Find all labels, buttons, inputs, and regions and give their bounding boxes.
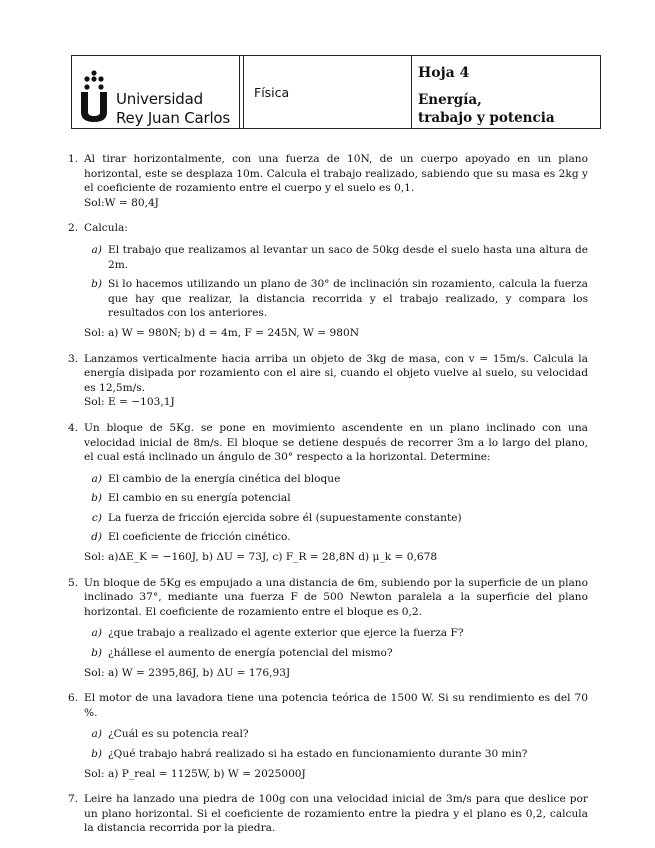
subquestion-text: La fuerza de fricción ejercida sobre él (supuestamente constante) bbox=[108, 511, 462, 524]
subquestion-list bbox=[84, 727, 588, 761]
subquestion bbox=[84, 626, 588, 641]
subquestion-text: El cambio de la energía cinética del bloque bbox=[108, 472, 341, 485]
subquestion-label: b) bbox=[91, 278, 102, 291]
subquestion bbox=[84, 277, 588, 321]
problem-statement: Un bloque de 5Kg. se pone en movimiento ascendente en un plano inclinado con una velocidad inicial de 8m/s. El bloque se detiene después de recorrer 3m a lo largo del plano, el cual está inclinado un ángulo de 30° respecto a la horizontal. Determine: bbox=[84, 421, 588, 464]
subquestion bbox=[84, 243, 588, 272]
subquestion-list bbox=[84, 472, 588, 545]
problem-number: 3. bbox=[68, 352, 79, 365]
problem-number: 1. bbox=[68, 153, 79, 165]
subquestion bbox=[84, 530, 588, 545]
university-logo bbox=[72, 56, 240, 128]
logo-line-2: Rey Juan Carlos bbox=[116, 109, 231, 127]
subquestion-text: ¿Cuál es su potencia real? bbox=[108, 728, 249, 741]
problem-statement: Al tirar horizontalmente, con una fuerza de 10N, de un cuerpo apoyado en un plano horizontal, este se desplaza 10m. Calcula el trabajo realizado, sabiendo que su masa es 2kg y el coeficiente de rozamiento entre el cuerpo y el suelo es 0,1. bbox=[84, 153, 588, 195]
problem-2 bbox=[68, 221, 588, 340]
problem-statement: Lanzamos verticalmente hacia arriba un objeto de 3kg de masa, con v = 15m/s. Calcula la energía disipada por rozamiento con el aire si, cuando el objeto vuelve al suelo, su velocidad es 12,5m/s. bbox=[84, 352, 588, 394]
subject-name: Física bbox=[254, 84, 290, 100]
subquestion-label: c) bbox=[91, 511, 102, 524]
problem-statement: El motor de una lavadora tiene una potencia teórica de 1500 W. Si su rendimiento es del 70 %. bbox=[84, 692, 588, 719]
problem-solution: Sol:W = 80,4J bbox=[84, 196, 159, 209]
sheet-topic-line-1: Energía, bbox=[418, 92, 482, 108]
problem-3 bbox=[68, 352, 588, 410]
subquestion-label: a) bbox=[91, 243, 102, 256]
problem-statement: Calcula: bbox=[84, 222, 128, 235]
problem-solution: Sol: a)ΔE_K = −160J, b) ΔU = 73J, c) F_R = 28,8N d) μ_k = 0,678 bbox=[84, 551, 438, 564]
problem-number: 7. bbox=[68, 793, 79, 806]
subquestion-text: Si lo hacemos utilizando un plano de 30° de inclinación sin rozamiento, calcula la fuerza que hay que realizar, la distancia recorrida y el trabajo realizado, y compara los resultados con los anteriores. bbox=[108, 278, 588, 320]
subquestion-text: El trabajo que realizamos al levantar un saco de 50kg desde el suelo hasta una altura de 2m. bbox=[108, 243, 588, 271]
subquestion-list bbox=[84, 626, 588, 660]
subquestion-text: El coeficiente de fricción cinético. bbox=[108, 531, 291, 544]
problem-solution: Sol: a) P_real = 1125W, b) W = 2025000J bbox=[84, 767, 306, 780]
problem-number: 4. bbox=[68, 421, 79, 434]
problem-1 bbox=[68, 152, 588, 210]
subquestion bbox=[84, 646, 588, 661]
problem-6 bbox=[68, 691, 588, 781]
logo-wordmark bbox=[116, 90, 230, 128]
subquestion-label: b) bbox=[91, 748, 102, 760]
subquestion bbox=[84, 511, 588, 526]
subquestion bbox=[84, 472, 588, 487]
problem-solution: Sol: a) W = 980N; b) d = 4m, F = 245N, W = 980N bbox=[84, 326, 360, 339]
problem-statement: Leire ha lanzado una piedra de 100g con una velocidad inicial de 3m/s para que deslice por un plano horizontal. Si el coeficiente de rozamiento entre la piedra y el plano es 0,2, calcula la distancia recorrida por la piedra. bbox=[84, 793, 588, 835]
problem-list bbox=[68, 152, 588, 847]
subquestion bbox=[84, 727, 588, 742]
subquestion-text: ¿hállese el aumento de energía potencial del mismo? bbox=[108, 647, 393, 660]
subquestion-label: a) bbox=[91, 472, 102, 485]
sheet-title-cell bbox=[412, 56, 600, 128]
subquestion-list bbox=[84, 243, 588, 321]
problem-5 bbox=[68, 576, 588, 681]
subquestion-label: b) bbox=[91, 647, 102, 660]
subquestion-label: d) bbox=[91, 531, 102, 544]
problem-solution: Sol: a) W = 2395,86J, b) ΔU = 176,93J bbox=[84, 666, 291, 679]
subquestion-text: El cambio en su energía potencial bbox=[108, 492, 291, 505]
subquestion-text: ¿que trabajo a realizado el agente exterior que ejerce la fuerza F? bbox=[108, 627, 464, 640]
subquestion-label: a) bbox=[91, 728, 102, 741]
subquestion-label: b) bbox=[91, 492, 102, 505]
subquestion bbox=[84, 747, 588, 762]
subject-cell bbox=[243, 56, 412, 128]
problem-number: 5. bbox=[68, 576, 79, 589]
problem-number: 6. bbox=[68, 692, 79, 705]
problem-4 bbox=[68, 421, 588, 565]
header-table bbox=[71, 55, 601, 129]
logo-line-1: Universidad bbox=[116, 90, 203, 108]
subquestion-label: a) bbox=[91, 627, 102, 640]
problem-statement: Un bloque de 5Kg es empujado a una distancia de 6m, subiendo por la superficie de un plano inclinado 37°, mediante una fuerza F de 500 Newton paralela a la superficie del plano horizontal. El coeficiente de rozamiento entre el bloque es 0,2. bbox=[84, 576, 588, 618]
subquestion-text: ¿Qué trabajo habrá realizado si ha estado en funcionamiento durante 30 min? bbox=[108, 748, 528, 760]
problem-7 bbox=[68, 792, 588, 836]
urjc-logo-icon bbox=[80, 70, 108, 122]
problem-solution: Sol: E = −103,1J bbox=[84, 396, 175, 409]
subquestion bbox=[84, 491, 588, 506]
sheet-number: Hoja 4 bbox=[418, 65, 470, 81]
problem-number: 2. bbox=[68, 222, 79, 235]
sheet-topic-line-2: trabajo y potencia bbox=[418, 110, 555, 126]
